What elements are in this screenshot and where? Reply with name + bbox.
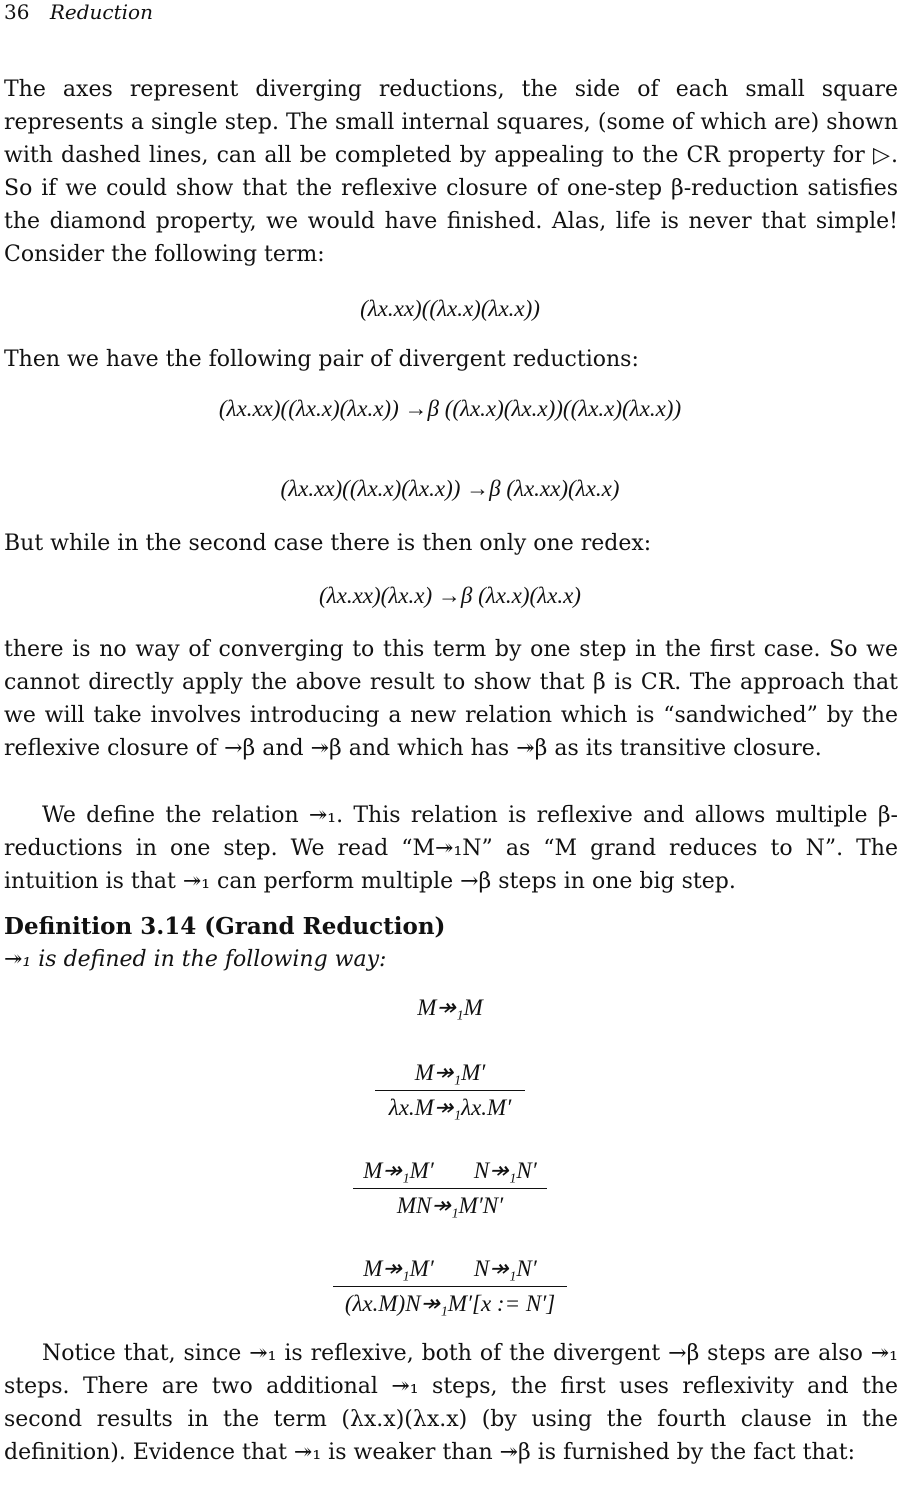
page-header (4, 0, 153, 24)
formula-term: (λx.xx)((λx.x)(λx.x)) (360, 296, 540, 321)
paragraph-divergent: Then we have the following pair of divergent reductions: (4, 347, 639, 372)
paragraph-notice: Notice that, since ↠₁ is reflexive, both of the divergent →β steps are also ↠₁ steps. There are two additional ↠₁ steps, the first uses reflexivity and the second results in the term (λx.x)(λx.x) (by using the fourth clause in the definition). Evidence that ↠₁ is weaker than ↠β is furnished by the fact that: (4, 1341, 898, 1465)
formula-reduction-2: (λx.xx)((λx.x)(λx.x)) →β (λx.xx)(λx.x) (280, 476, 620, 501)
rule-application-conclusion: MN↠₁M′N′ (396, 1193, 504, 1218)
paragraph-approach: there is no way of converging to this term by one step in the first case. So we cannot directly apply the above result to show that β is CR. The approach that we will take involves introducing a new relation which is “sandwiched” by the reflexive closure of →β and ↠β and which has ↠β as its transitive closure. (4, 637, 898, 761)
paragraph-grand-reduction: We define the relation ↠₁. This relation is reflexive and allows multiple β-reductions in one step. We read “M↠₁N” as “M grand reduces to N”. The intuition is that ↠₁ can perform multiple →β steps in one big step. (4, 803, 898, 894)
rule-reflexive-axiom: M↠₁M (417, 995, 483, 1020)
rule-abstraction (0, 1060, 900, 1121)
page-number: 36 (4, 0, 30, 24)
rule-reflexive (0, 995, 900, 1021)
paragraph-intro: The axes represent diverging reductions, the side of each small square represents a single step. The small internal squares, (some of which are) shown with dashed lines, can all be completed by appealing to the CR property for ▷. So if we could show that the reflexive closure of one-step β-reduction satisfies the diamond property, we would have finished. Alas, life is never that simple! Consider the following term: (4, 77, 898, 267)
definition-intro: ↠₁ is defined in the following way: (4, 947, 387, 972)
rule-abstraction-premise: M↠₁M′ (375, 1060, 526, 1091)
running-title: Reduction (49, 0, 153, 24)
rule-beta (0, 1256, 900, 1317)
definition-title: Definition 3.14 (Grand Reduction) (4, 913, 446, 940)
rule-application-premise-left: M↠₁M′ (363, 1158, 434, 1183)
rule-beta-conclusion: (λx.M)N↠₁M′[x := N′] (344, 1291, 556, 1316)
rule-application (0, 1158, 900, 1219)
rule-beta-premise-left: M↠₁M′ (363, 1256, 434, 1281)
paragraph-second-case: But while in the second case there is then only one redex: (4, 531, 652, 556)
formula-redex: (λx.xx)(λx.x) →β (λx.x)(λx.x) (319, 583, 581, 608)
rule-abstraction-conclusion: λx.M↠₁λx.M′ (388, 1095, 512, 1120)
rule-beta-premise-right: N↠₁N′ (473, 1256, 537, 1281)
formula-reduction-1: (λx.xx)((λx.x)(λx.x)) →β ((λx.x)(λx.x))((λx.x)(λx.x)) (218, 396, 682, 421)
rule-application-premise-right: N↠₁N′ (473, 1158, 537, 1183)
